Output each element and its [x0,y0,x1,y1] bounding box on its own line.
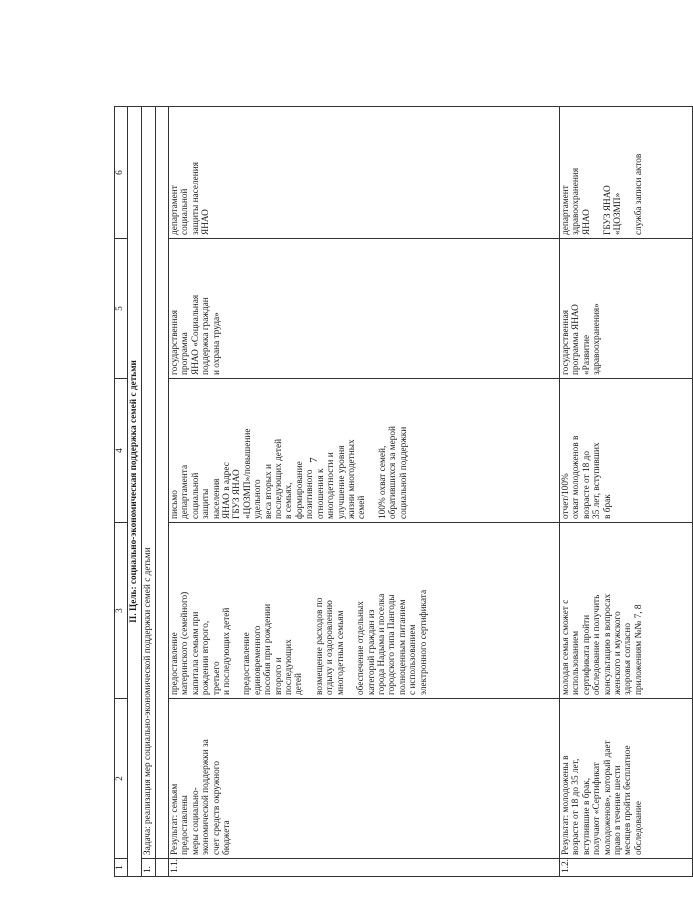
measures-cell [169,523,560,699]
task-row [142,107,156,877]
column-number: 5 [115,239,128,379]
table-row [560,107,693,877]
measure-item: возмещение расходов по отдыху и оздоровлению многодетным семьям [314,597,346,695]
responsible-cell: департамент здравоохранения ЯНАО ГБУЗ ЯНАО «ЦОЗМП» служба записи актов [560,107,693,239]
task-number: 1. [142,859,156,877]
program-cell: государственная программа ЯНАО «Развитие здравоохранения» [560,239,693,379]
measures-cell [560,523,693,699]
measures-table [114,106,693,877]
measure-item: предоставление материнского (семейного) капитала семьям при рождении второго, третьего и последующих детей [170,591,233,695]
blank-row [156,107,169,877]
page-number: 7 [307,457,320,463]
program-cell: государственная программа ЯНАО «Социальная поддержка граждан и охрана труда» [169,239,560,379]
column-number: 1 [115,859,128,877]
indicator-text: письмо департамента социальной защиты населения ЯНАО в адрес ГБУЗ ЯНАО «ЦОЗМП»/повышение удельного веса вторых и последующих детей в семьях, формирование позитивного отношения к многодетности и улучшение уровня жизни многодетных семей [170,428,368,519]
indicator-cell: отчет/100% охват молодоженов в возрасте от 18 до 35 лет, вступивших в брак [560,379,693,523]
column-number: 2 [115,699,128,859]
column-number-header-row [115,107,128,877]
result-cell: Результат: семьям предоставлены меры социально- экономической поддержки за счет средств окружного бюджета [169,699,560,859]
column-number: 4 [115,379,128,523]
responsible-cell: департамент социальной защиты населения ЯНАО [169,107,560,239]
indicator-cell [169,379,560,523]
column-number: 6 [115,107,128,239]
measure-item: молодая семья сможет с использованием сертификата пройти обследование и получить консультацию в вопросах женского и мужского здоровья согласно приложениям №№ 7, 8 [561,593,644,695]
indicator-text: 100% охват семей, обратившихся за мерой социальной поддержки [377,426,409,519]
row-number: 1.2. [560,859,693,877]
rotated-table-wrapper [114,107,644,877]
table-row [169,107,560,877]
section-title-row [128,107,142,877]
row-number: 1.1. [169,859,560,877]
measure-item: предоставление единовременного пособия при рождении второго и последующих детей [242,603,305,695]
column-number: 3 [115,523,128,699]
section-title: II. Цель: социально-экономическая поддержка семей с детьми [128,107,142,877]
measure-item: обеспечение отдельных категорий граждан из города Надыма и поселка городского типа Пангоды полноценным питанием с использованием электронного сертификата [356,589,429,695]
task-text: Задача: реализация мер социально-экономической поддержки семей с детьми [142,107,156,859]
result-cell: Результат: молодожены в возрасте от 18 до 35 лет, вступившие в брак, получают «Сертификат молодоженов», который дает право в течение шести месяцев пройти бесплатное обследование [560,699,693,859]
